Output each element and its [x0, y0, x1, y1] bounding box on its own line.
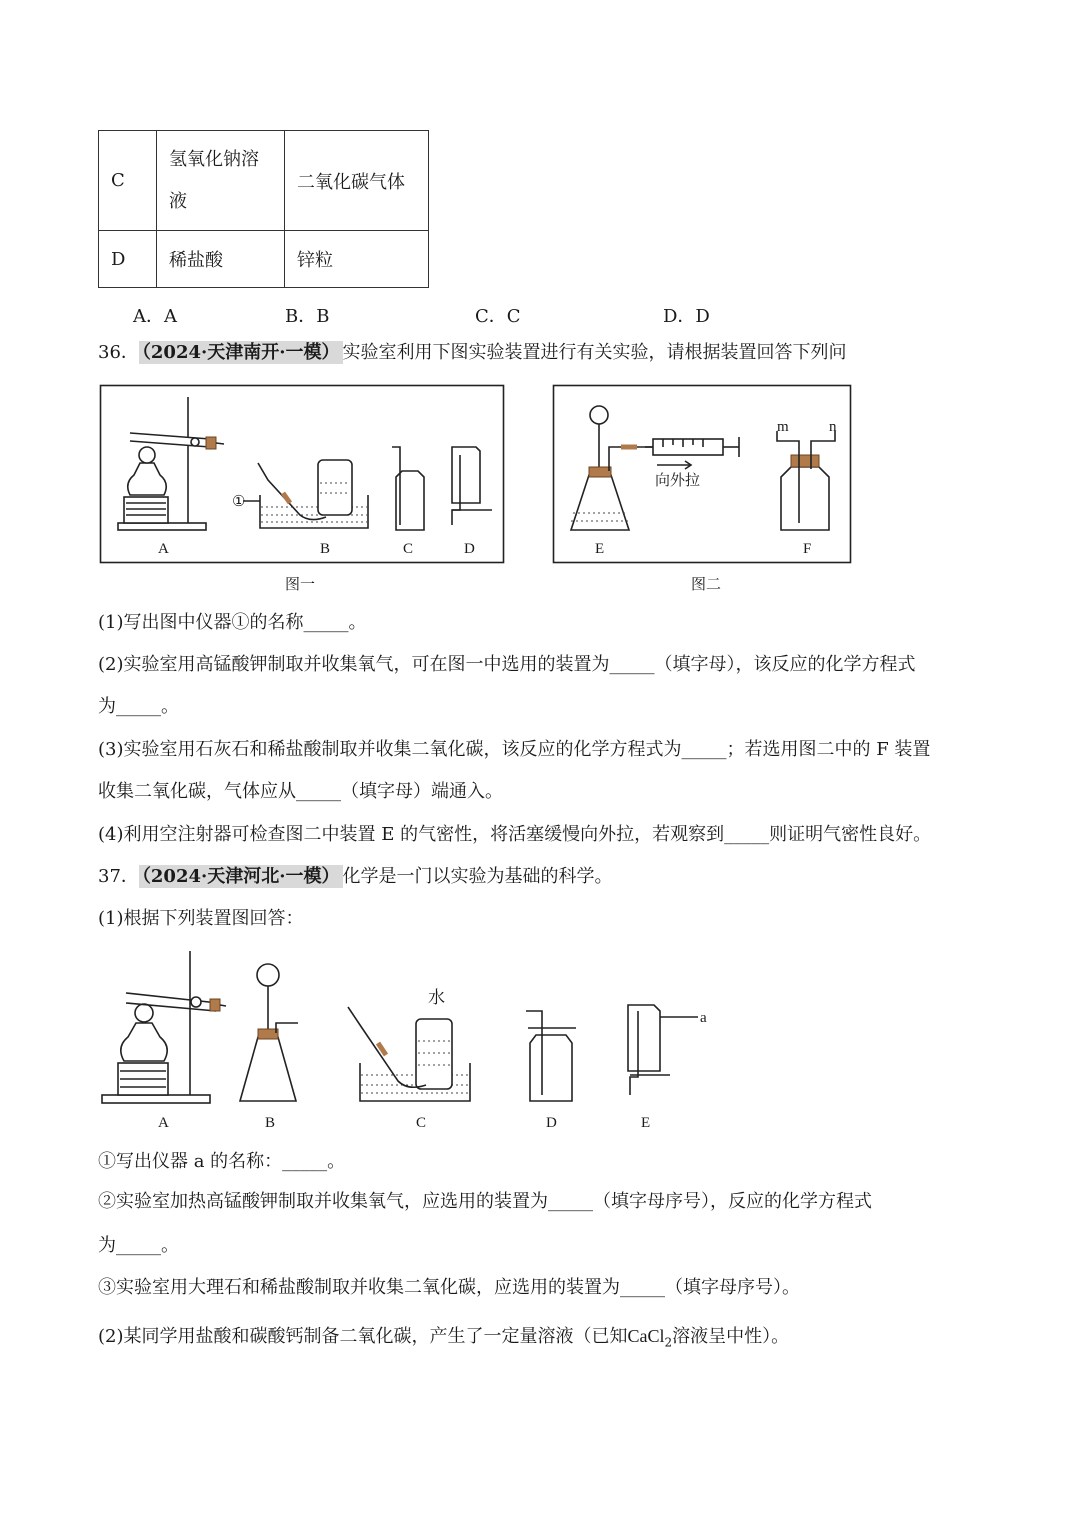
- apparatus-c-bottle: [392, 447, 424, 530]
- apparatus-b-collection: [232, 460, 368, 528]
- table-cell: 二氧化碳气体: [285, 131, 429, 231]
- port-m-label: m: [777, 419, 789, 435]
- apparatus-d-bottle: [452, 447, 492, 525]
- apparatus-b-flask: [240, 964, 298, 1101]
- question-stem: 实验室利用下图实验装置进行有关实验，请根据装置回答下列问: [342, 342, 847, 363]
- formula-cacl2: CaCl: [627, 1326, 665, 1346]
- apparatus-f-bottle: [777, 419, 837, 530]
- q36-sub1: (1)写出图中仪器①的名称_____。: [98, 612, 367, 633]
- q36-sub2-line1: (2)实验室用高锰酸钾制取并收集氧气，可在图一中选用的装置为_____（填字母），该反应的化学方程式: [98, 654, 916, 675]
- table-row: [99, 231, 429, 288]
- table-cell: D: [99, 231, 157, 288]
- option-c: C．C: [475, 306, 521, 327]
- question-number: 37．: [98, 866, 139, 887]
- fig1-label-a: A: [158, 541, 169, 557]
- options-table: [98, 130, 429, 288]
- q37-item2-line1: ②实验室加热高锰酸钾制取并收集氧气，应选用的装置为_____（填字母序号），反应的化学方程式: [98, 1191, 872, 1212]
- q37-header: [98, 868, 613, 886]
- q37-item1: ①写出仪器 a 的名称：_____。: [98, 1151, 346, 1172]
- option-b: B．B: [285, 306, 330, 327]
- fig2-label-f: F: [803, 541, 812, 557]
- source-tag: （2024·天津河北·一模）: [139, 865, 343, 888]
- label-a: a: [700, 1010, 707, 1026]
- apparatus-d-bottle: [526, 1011, 576, 1101]
- marker-1: ①: [232, 494, 246, 510]
- option-d: D．D: [663, 306, 710, 327]
- table-cell: 氢氧化钠溶 液: [157, 131, 285, 231]
- source-tag: （2024·天津南开·一模）: [139, 341, 343, 364]
- fig1-caption: 图一: [285, 576, 316, 593]
- fig3-label-a: A: [158, 1115, 169, 1131]
- q36-sub3-line1: (3)实验室用石灰石和稀盐酸制取并收集二氧化碳，该反应的化学方程式为_____；若选用图二中的 F 装置: [98, 739, 931, 760]
- question-number: 36．: [98, 342, 139, 363]
- fig2-caption: 图二: [691, 576, 722, 593]
- fig3-label-c: C: [416, 1115, 427, 1131]
- q37-item2-line2: 为_____。: [98, 1235, 179, 1256]
- fig3-label-b: B: [265, 1115, 276, 1131]
- q36-header: [98, 344, 847, 362]
- q37-sub2: (2)某同学用盐酸和碳酸钙制备二氧化碳，产生了一定量溶液（已知CaCl$_2$溶液呈中性）。: [98, 1326, 790, 1350]
- q36-sub4: (4)利用空注射器可检查图二中装置 E 的气密性，将活塞缓慢向外拉，若观察到_____则证明气密性良好。: [98, 824, 932, 845]
- figure-three: [98, 945, 718, 1135]
- apparatus-e-bottle: [628, 1005, 707, 1095]
- fig3-label-e: E: [641, 1115, 651, 1131]
- fig2-label-e: E: [595, 541, 605, 557]
- q37-sub1-intro: (1)根据下列装置图回答：: [98, 908, 304, 929]
- table-cell: 锌粒: [285, 231, 429, 288]
- fig1-label-b: B: [320, 541, 331, 557]
- figure-one: [100, 385, 504, 563]
- q36-sub2-line2: 为_____。: [98, 696, 179, 717]
- figure-frame: [101, 386, 504, 563]
- apparatus-a-heating: [102, 951, 226, 1103]
- question-stem: 化学是一门以实验为基础的科学。: [342, 866, 613, 887]
- q37-item3: ③实验室用大理石和稀盐酸制取并收集二氧化碳，应选用的装置为_____（填字母序号）。: [98, 1277, 800, 1298]
- water-label: 水: [428, 988, 445, 1007]
- apparatus-c-collection: [348, 988, 470, 1101]
- fig1-label-c: C: [403, 541, 414, 557]
- q36-sub3-line2: 收集二氧化碳，气体应从_____（填字母）端通入。: [98, 781, 503, 802]
- figure-two: [553, 385, 851, 563]
- port-n-label: n: [829, 419, 837, 435]
- table-cell: C: [99, 131, 157, 231]
- table-cell: 稀盐酸: [157, 231, 285, 288]
- fig3-label-d: D: [546, 1115, 557, 1131]
- apparatus-a-heating: [118, 397, 224, 530]
- pull-label: 向外拉: [655, 473, 701, 489]
- option-a: A．A: [133, 306, 177, 327]
- fig1-label-d: D: [464, 541, 475, 557]
- apparatus-e-flask: [571, 406, 739, 530]
- table-row: [99, 131, 429, 231]
